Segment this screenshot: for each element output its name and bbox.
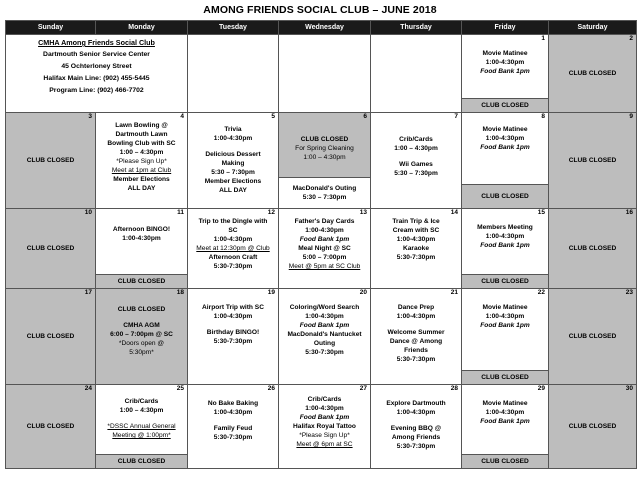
day-number: 16 [625,209,633,216]
day-cell [462,385,549,469]
club-closed-bar: CLUB CLOSED [462,184,548,208]
event-time: 1:00 – 4:30pm [119,149,164,156]
event-text: Birthday BINGO! [206,329,260,336]
event-text: Family Feud [213,425,253,432]
event-note: *Doors open @ [118,340,165,347]
event-text: Outing [313,340,336,347]
day-number: 18 [176,289,184,296]
event-text: Bowling Club with SC [107,140,176,147]
club-closed-bar: CLUB CLOSED [462,454,548,468]
club-closed-bar: CLUB CLOSED [462,370,548,384]
club-closed-label: CLUB CLOSED [568,245,617,252]
event-time: 1:00 – 4:30pm [119,407,164,414]
event-note: Food Bank 1pm [480,68,530,75]
day-header-monday: Monday [96,21,188,35]
event-text: Dance @ Among [389,338,443,345]
event-time: 1:00-4:30pm [485,233,525,240]
day-cell [462,113,549,209]
club-closed-label: CLUB CLOSED [26,157,75,164]
day-number: 11 [177,209,184,216]
event-text: Movie Matinee [482,50,528,57]
day-number: 17 [84,289,92,296]
day-number: 27 [359,385,367,392]
day-header-sunday: Sunday [6,21,96,35]
day-number: 24 [84,385,92,392]
event-note: Food Bank 1pm [299,414,350,421]
empty-day-cell [188,35,279,113]
event-note: Meet @ 6pm at SC [296,441,353,448]
event-text: Welcome Summer [387,329,445,336]
event-time: 5:30 – 7:30pm [302,194,347,201]
day-cell [279,385,371,469]
week-row [6,35,637,113]
empty-day-cell [371,35,462,113]
event-time: 5:30-7:30pm [213,338,253,345]
event-text: Making [221,160,245,167]
event-time: 1:00-4:30pm [485,313,525,320]
event-text: For Spring Cleaning [295,144,354,152]
club-closed-label: CLUB CLOSED [568,70,617,77]
event-text: Karaoke [402,245,430,252]
event-time: 1:00 – 4:30pm [303,153,346,161]
club-place: Dartmouth Senior Service Center [43,51,150,58]
day-cell [188,385,279,469]
day-number: 7 [454,113,458,120]
event-time: 5:30-7:30pm [396,356,436,363]
club-main-line: Halifax Main Line: (902) 455-5445 [43,75,150,82]
day-cell [6,289,96,385]
day-cell [549,385,637,469]
event-text: Friends [404,347,428,354]
day-cell [6,113,96,209]
event-time: 1:00-4:30pm [305,405,344,412]
event-text: Crib/Cards [399,136,433,143]
day-number: 9 [629,113,633,120]
event-text: Lawn Bowling @ [115,122,168,129]
event-text: Crib/Cards [124,398,159,405]
day-cell [371,113,462,209]
event-text: Coloring/Word Search [289,304,360,311]
event-time: 5:00 – 7:00pm [302,254,347,261]
day-cell [6,209,96,289]
event-text: Dartmouth Lawn [115,131,168,138]
day-number: 5 [271,113,275,120]
event-text: Movie Matinee [482,400,528,407]
day-cell [462,209,549,289]
event-time: 1:00-4:30pm [305,227,344,234]
day-cell [279,113,371,209]
event-note: Food Bank 1pm [480,322,530,329]
event-time: 1:00-4:30pm [485,135,525,142]
empty-day-cell [279,35,371,113]
event-text: Wii Games [399,161,433,168]
event-time: 5:30-7:30pm [213,434,253,441]
event-text: CLUB CLOSED [300,135,349,143]
club-program-line: Program Line: (902) 466-7702 [49,87,144,94]
day-number: 14 [450,209,458,216]
event-note: Meet at 1pm at Club [111,167,172,174]
day-cell [6,385,96,469]
club-closed-label: CLUB CLOSED [568,333,617,340]
event-text: Delicious Dessert [205,151,261,158]
club-info-cell [6,35,188,113]
event-note: 5:30pm* [129,349,154,356]
day-header-friday: Friday [462,21,549,35]
event-text: ALL DAY [127,185,156,192]
day-cell [462,35,549,113]
event-note: Meet @ 5pm at SC Club [288,263,361,270]
day-number: 2 [629,35,633,42]
event-text: Explore Dartmouth [386,400,446,407]
day-number: 10 [84,209,92,216]
event-time: 6:00 – 7:00pm @ SC [110,331,173,338]
day-header-thursday: Thursday [371,21,462,35]
event-text: Airport Trip with SC [202,304,264,311]
event-text: Father's Day Cards [294,218,355,225]
day-cell [371,385,462,469]
event-text: SC [228,227,238,234]
event-text: Member Elections [113,176,170,183]
event-note: *DSSC Annual General [107,423,176,430]
event-text: Among Friends [391,434,441,441]
event-text: Dance Prep [397,304,435,311]
event-time: 1:00-4:30pm [213,236,253,243]
event-note: Food Bank 1pm [480,144,530,151]
event-time: 5:30-7:30pm [396,443,436,450]
day-cell [549,289,637,385]
event-time: 1:00 – 4:30pm [394,145,438,152]
event-text: No Bake Baking [207,400,259,407]
day-cell [96,385,188,469]
event-text: Afternoon Craft [208,254,258,261]
day-header-wednesday: Wednesday [279,21,371,35]
event-text: Member Elections [204,178,262,185]
event-note: Food Bank 1pm [299,322,350,329]
week-row [6,113,637,209]
day-cell [371,289,462,385]
week-row [6,289,637,385]
event-note: Food Bank 1pm [299,236,350,243]
weekday-header-row [6,21,637,35]
event-text: Evening BBQ @ [390,425,442,432]
day-cell [462,289,549,385]
event-note: *Please Sign Up* [299,432,350,439]
event-note: *Please Sign Up* [116,158,167,165]
event-time: 1:00-4:30pm [485,59,525,66]
page-title: AMONG FRIENDS SOCIAL CLUB – JUNE 2018 [203,4,437,16]
event-text: Meal Night @ SC [298,245,351,252]
week-row [6,385,637,469]
event-text: ALL DAY [219,187,247,194]
event-time: 5:30 – 7:30pm [394,170,438,177]
day-cell [279,289,371,385]
day-cell [188,113,279,209]
event-text: Trip to the Dingle with [198,218,268,225]
closed-block [279,113,370,178]
club-closed-label: CLUB CLOSED [26,333,75,340]
event-text: Train Trip & Ice [392,218,440,225]
club-closed-label: CLUB CLOSED [26,245,75,252]
event-time: 1:00-4:30pm [213,135,253,142]
event-time: 1:00-4:30pm [305,313,344,320]
day-number: 3 [88,113,92,120]
day-number: 20 [359,289,367,296]
day-number: 30 [625,385,633,392]
event-text: Crib/Cards [307,396,342,403]
day-number: 8 [541,113,545,120]
event-text: Halifax Royal Tattoo [293,423,356,430]
event-text: Movie Matinee [482,126,528,133]
club-closed-label: CLUB CLOSED [568,157,617,164]
event-text: CMHA AGM [123,322,160,329]
event-time: 1:00-4:30pm [122,235,161,242]
event-time: 1:00-4:30pm [213,409,253,416]
event-text: Cream with SC [392,227,440,234]
day-number: 4 [180,113,184,120]
event-time: 5:30-7:30pm [396,254,436,261]
day-number: 28 [450,385,458,392]
event-note: Meet at 12:30pm @ Club [196,245,270,252]
club-closed-bar: CLUB CLOSED [462,274,548,288]
event-text: Afternoon BINGO! [112,226,171,233]
day-number: 22 [537,289,545,296]
day-cell [549,35,637,113]
event-note: Food Bank 1pm [480,418,530,425]
club-address: 45 Ochterloney Street [61,63,132,70]
day-cell [549,209,637,289]
day-number: 12 [267,209,275,216]
day-number: 13 [359,209,367,216]
day-number: 29 [537,385,545,392]
day-number: 1 [541,35,545,42]
event-time: 1:00-4:30pm [213,313,253,320]
club-closed-bar: CLUB CLOSED [462,98,548,112]
event-text: Members Meeting [477,224,533,231]
event-time: 5:30 – 7:30pm [211,169,255,176]
event-time: 1:00-4:30pm [485,409,525,416]
event-text: CLUB CLOSED [117,306,166,313]
event-text: MacDonald's Nantucket [287,331,362,338]
day-header-tuesday: Tuesday [188,21,279,35]
day-cell [371,209,462,289]
day-cell [96,289,188,385]
club-closed-bar: CLUB CLOSED [96,454,187,468]
day-number: 21 [450,289,458,296]
event-note: Food Bank 1pm [480,242,530,249]
event-time: 1:00-4:30pm [396,313,436,320]
day-number: 19 [267,289,275,296]
event-text: Trivia [224,126,242,133]
club-name: CMHA Among Friends Social Club [38,38,155,47]
evening-block [279,178,370,208]
day-number: 26 [267,385,275,392]
event-note: Meeting @ 1:00pm* [112,432,171,439]
day-cell [96,113,188,209]
event-time: 1:00-4:30pm [396,409,436,416]
day-cell [279,209,371,289]
day-header-saturday: Saturday [549,21,637,35]
event-time: 5:30-7:30pm [213,263,253,270]
day-cell [188,209,279,289]
day-cell [188,289,279,385]
day-number: 23 [625,289,633,296]
club-closed-label: CLUB CLOSED [568,423,617,430]
event-time: 1:00-4:30pm [396,236,436,243]
event-text: MacDonald's Outing [292,185,357,192]
week-row [6,209,637,289]
event-text: Movie Matinee [482,304,528,311]
day-number: 15 [537,209,545,216]
day-number: 6 [363,113,367,120]
day-cell [549,113,637,209]
club-closed-label: CLUB CLOSED [26,423,75,430]
day-cell [96,209,188,289]
day-number: 25 [176,385,184,392]
club-closed-bar: CLUB CLOSED [96,274,187,288]
event-time: 5:30-7:30pm [305,349,344,356]
calendar-grid [5,20,637,469]
